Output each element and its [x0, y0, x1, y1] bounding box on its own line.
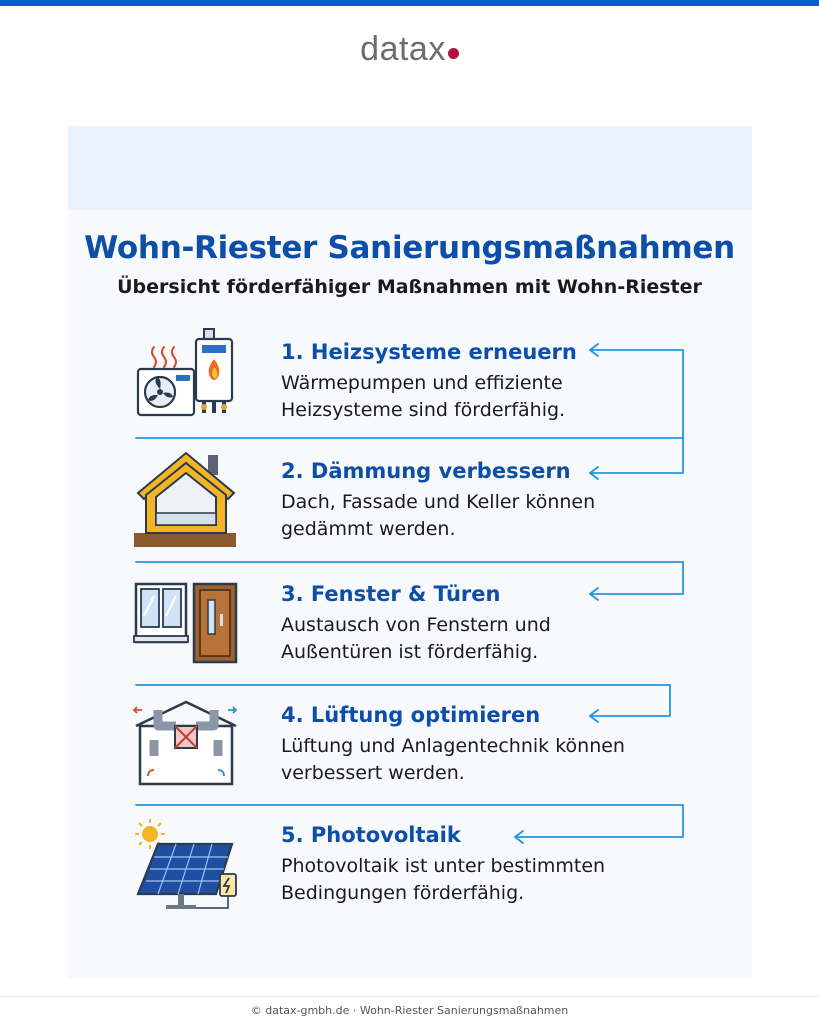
item-description-line: Bedingungen förderfähig. [281, 882, 525, 904]
page-subtitle: Übersicht förderfähiger Maßnahmen mit Wohn-Riester [117, 276, 702, 298]
item-description-line: verbessert werden. [281, 762, 465, 784]
item-description [281, 612, 701, 666]
footer-divider [0, 996, 819, 997]
item-description [281, 489, 701, 543]
measure-item-3 [0, 578, 819, 698]
item-heading: 3. Fenster & Türen [281, 582, 501, 606]
page-title: Wohn-Riester Sanierungsmaßnahmen [84, 230, 735, 266]
item-description-line: Lüftung und Anlagentechnik können [281, 735, 625, 757]
item-description [281, 370, 701, 424]
heat-pump-boiler-icon [132, 325, 242, 425]
brand-logo [0, 30, 819, 69]
logo-dot-icon [448, 48, 459, 59]
item-description-line: Dach, Fassade und Keller können [281, 491, 596, 513]
window-door-icon [132, 578, 242, 678]
item-description-line: Außentüren ist förderfähig. [281, 641, 539, 663]
ventilation-icon [132, 696, 242, 796]
item-description-line: Photovoltaik ist unter bestimmten [281, 855, 606, 877]
item-heading: 1. Heizsysteme erneuern [281, 340, 577, 364]
measure-item-5 [0, 816, 819, 936]
item-description-line: gedämmt werden. [281, 518, 456, 540]
insulated-house-icon [132, 447, 242, 547]
card-header-band [68, 126, 752, 210]
item-heading: 2. Dämmung verbessern [281, 459, 571, 483]
item-description [281, 733, 701, 787]
item-description-line: Austausch von Fenstern und [281, 614, 551, 636]
solar-panel-icon [132, 816, 242, 916]
logo-text: datax [360, 30, 446, 68]
measure-item-2 [0, 447, 819, 567]
top-accent-bar [0, 0, 819, 6]
item-description-line: Wärmepumpen und effiziente [281, 372, 563, 394]
item-description-line: Heizsysteme sind förderfähig. [281, 399, 566, 421]
item-heading: 5. Photovoltaik [281, 823, 461, 847]
item-heading: 4. Lüftung optimieren [281, 703, 541, 727]
footer-copyright: © datax-gmbh.de · Wohn-Riester Sanierungsmaßnahmen [250, 1004, 569, 1017]
measure-item-4 [0, 696, 819, 816]
measure-item-1 [0, 325, 819, 445]
item-description [281, 853, 701, 907]
